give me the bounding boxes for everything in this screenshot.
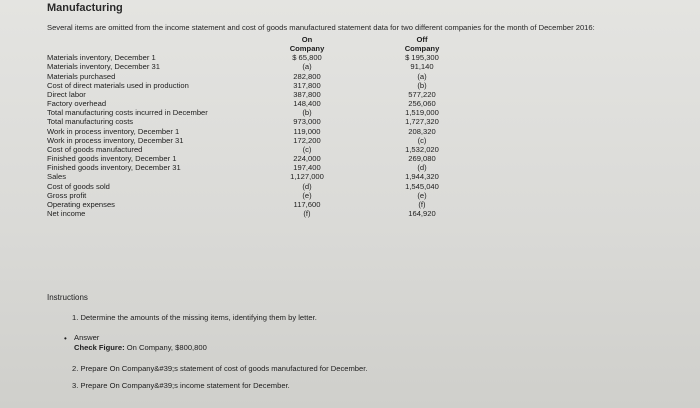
off-company-header-line1: Off <box>416 35 428 44</box>
off-company-value: 1,944,320 <box>405 172 439 182</box>
off-company-header-line2: Company <box>404 44 440 54</box>
table-row <box>47 53 482 62</box>
row-label: Direct labor <box>47 89 86 99</box>
label-header <box>47 35 252 44</box>
row-label: Total manufacturing costs <box>47 117 134 127</box>
off-company-value: 1,532,020 <box>405 144 439 154</box>
table-row <box>47 62 482 71</box>
table-row <box>47 108 482 117</box>
on-company-value: 224,000 <box>293 154 321 164</box>
on-company-value: 117,600 <box>293 199 321 209</box>
row-label: Cost of goods sold <box>47 181 110 191</box>
on-company-value: (c) <box>302 144 312 154</box>
bullet-icon: • <box>64 334 67 343</box>
table-row <box>47 136 482 145</box>
table-row <box>47 191 482 200</box>
on-company-value: 973,000 <box>293 117 321 127</box>
off-company-value: (e) <box>417 190 427 200</box>
off-company-value: 1,727,320 <box>405 117 439 127</box>
row-label: Finished goods inventory, December 1 <box>47 154 177 164</box>
table-row <box>47 117 482 126</box>
on-company-value: 148,400 <box>293 99 321 109</box>
on-company-value: (a) <box>302 62 312 72</box>
table-row <box>47 99 482 108</box>
on-company-value: 317,800 <box>293 80 321 90</box>
table-row <box>47 145 482 154</box>
row-label: Total manufacturing costs incurred in December <box>47 108 208 118</box>
table-row <box>47 127 482 136</box>
row-label: Materials inventory, December 31 <box>47 62 160 72</box>
off-company-value: (a) <box>417 71 427 81</box>
label-header <box>47 44 252 53</box>
off-company-value: (b) <box>417 80 427 90</box>
on-company-header-line2: Company <box>289 44 325 54</box>
off-company-value: 1,545,040 <box>405 181 439 191</box>
on-company-value: 119,000 <box>293 126 321 136</box>
row-label: Materials inventory, December 1 <box>47 53 156 63</box>
table-row <box>47 72 482 81</box>
table-row <box>47 81 482 90</box>
on-company-header-line1: On <box>301 35 313 44</box>
row-label: Cost of goods manufactured <box>47 144 143 154</box>
off-company-value: $ 195,300 <box>405 53 439 63</box>
instruction-step-3: 3. Prepare On Company&#39;s income statement for December. <box>72 381 290 390</box>
off-company-value: (f) <box>418 199 426 209</box>
table-row <box>47 182 482 191</box>
off-company-value: (d) <box>417 163 427 173</box>
on-company-value: (f) <box>303 208 311 218</box>
table-body <box>47 53 482 218</box>
row-label: Materials purchased <box>47 71 116 81</box>
row-label: Work in process inventory, December 1 <box>47 126 180 136</box>
off-company-value: 577,220 <box>408 89 436 99</box>
on-company-value: (e) <box>302 190 312 200</box>
row-label: Gross profit <box>47 190 87 200</box>
table-row <box>47 200 482 209</box>
row-label: Net income <box>47 208 86 218</box>
table-row <box>47 209 482 218</box>
instructions-heading: Instructions <box>47 293 88 302</box>
on-company-value: $ 65,800 <box>292 53 322 63</box>
table-row <box>47 154 482 163</box>
table-row <box>47 172 482 181</box>
off-company-value: 164,920 <box>408 208 436 218</box>
row-label: Work in process inventory, December 31 <box>47 135 184 145</box>
on-company-value: 1,127,000 <box>290 172 324 182</box>
instruction-step-1: 1. Determine the amounts of the missing items, identifying them by letter. <box>72 313 317 322</box>
row-label: Cost of direct materials used in production <box>47 80 189 90</box>
answer-toggle-label[interactable]: Answer <box>74 333 100 342</box>
row-label: Sales <box>47 172 66 182</box>
on-company-value: 172,200 <box>293 135 321 145</box>
off-company-value: 269,080 <box>408 154 436 164</box>
off-company-value: (c) <box>417 135 427 145</box>
check-figure-label: Check Figure: <box>74 343 125 352</box>
table-row <box>47 163 482 172</box>
off-company-value: 256,060 <box>408 99 436 109</box>
off-company-value: 1,519,000 <box>405 108 439 118</box>
row-label: Factory overhead <box>47 99 107 109</box>
table-header-row <box>47 35 482 44</box>
instruction-step-2: 2. Prepare On Company&#39;s statement of cost of goods manufactured for December. <box>72 364 368 373</box>
on-company-value: (b) <box>302 108 312 118</box>
on-company-value: (d) <box>302 181 312 191</box>
on-company-value: 282,800 <box>293 71 321 81</box>
page-title: Manufacturing <box>47 2 123 14</box>
check-figure <box>74 343 207 352</box>
table-row <box>47 90 482 99</box>
data-table <box>47 35 482 218</box>
check-figure-value: On Company, $800,800 <box>124 343 207 352</box>
intro-text: Several items are omitted from the income statement and cost of goods manufactured statement data for two different companies for the month of December 2016: <box>47 23 595 32</box>
on-company-value: 197,400 <box>293 163 321 173</box>
off-company-value: 91,140 <box>410 62 434 72</box>
off-company-value: 208,320 <box>408 126 436 136</box>
on-company-value: 387,800 <box>293 89 321 99</box>
row-label: Operating expenses <box>47 199 115 209</box>
row-label: Finished goods inventory, December 31 <box>47 163 181 173</box>
table-header-row <box>47 44 482 53</box>
